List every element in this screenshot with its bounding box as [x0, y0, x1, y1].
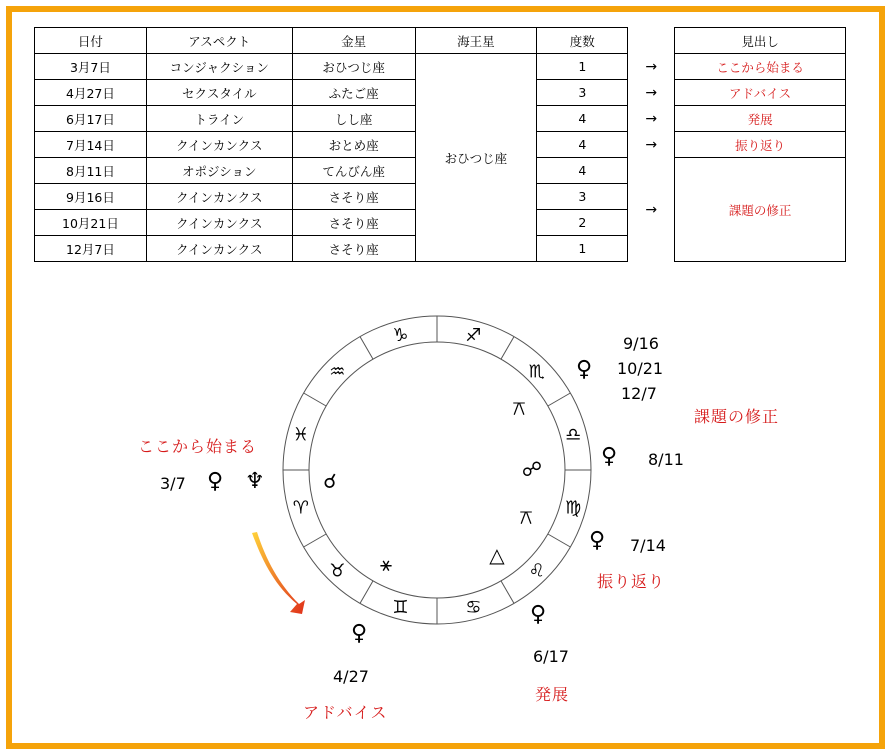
cell-degree: 1 — [537, 54, 628, 80]
cell-date: 8月11日 — [35, 158, 147, 184]
cell-venus: さそり座 — [292, 210, 415, 236]
cell-date: 9月16日 — [35, 184, 147, 210]
cell-venus: おとめ座 — [292, 132, 415, 158]
arrow-icon: → — [645, 201, 658, 218]
quincunx-icon: ⚻ — [519, 505, 533, 529]
cell-venus: ふたご座 — [292, 80, 415, 106]
quincunx-icon: ⚻ — [512, 396, 526, 420]
cell-venus: さそり座 — [292, 236, 415, 262]
cell-headline: 振り返り — [675, 132, 846, 158]
venus-icon: ♀ — [207, 469, 224, 494]
label-review-date: 7/14 — [630, 536, 666, 555]
label-advice-head: アドバイス — [303, 703, 388, 722]
label-opp-date: 8/11 — [648, 450, 684, 469]
cell-venus: てんびん座 — [292, 158, 415, 184]
header-date: 日付 — [35, 28, 147, 54]
virgo-icon: ♍ — [565, 497, 582, 519]
label-advice-date: 4/27 — [333, 667, 369, 686]
sign-divider — [304, 393, 327, 406]
label-fix-date: 12/7 — [621, 384, 657, 403]
header-neptune: 海王星 — [415, 28, 537, 54]
arrow-icon: → — [645, 110, 658, 127]
capricorn-icon: ♑ — [392, 324, 409, 346]
sign-divider — [548, 534, 571, 547]
cell-headline-merged: 課題の修正 — [675, 158, 846, 262]
sign-divider — [501, 581, 514, 604]
cell-degree: 4 — [537, 158, 628, 184]
libra-icon: ♎ — [565, 424, 582, 446]
pisces-icon: ♓ — [292, 424, 309, 446]
venus-icon: ♀ — [589, 528, 606, 553]
arrow-icon: → — [645, 136, 658, 153]
cell-aspect: クインカンクス — [146, 210, 292, 236]
cell-venus: おひつじ座 — [292, 54, 415, 80]
label-review-head: 振り返り — [597, 572, 666, 591]
header-degree: 度数 — [537, 28, 628, 54]
header-venus: 金星 — [292, 28, 415, 54]
cell-venus: さそり座 — [292, 184, 415, 210]
opposition-icon: ☍ — [521, 457, 543, 481]
cell-date: 3月7日 — [35, 54, 147, 80]
venus-icon: ♀ — [530, 602, 547, 627]
label-fix-date: 10/21 — [617, 359, 664, 378]
cell-date: 4月27日 — [35, 80, 147, 106]
sign-divider — [548, 393, 571, 406]
label-fix-date: 9/16 — [623, 334, 659, 353]
venus-icon: ♀ — [351, 621, 368, 646]
arrow-icon: → — [645, 84, 658, 101]
sagittarius-icon: ♐ — [465, 324, 482, 346]
header-headline: 見出し — [675, 28, 846, 54]
cell-date: 6月17日 — [35, 106, 147, 132]
sextile-icon: ⚹ — [380, 552, 392, 576]
label-dev-date: 6/17 — [533, 647, 569, 666]
cell-degree: 3 — [537, 80, 628, 106]
cell-degree: 3 — [537, 184, 628, 210]
cell-degree: 4 — [537, 106, 628, 132]
conjunction-icon: ☌ — [323, 469, 337, 493]
header-aspect: アスペクト — [146, 28, 292, 54]
gemini-icon: ♊ — [392, 597, 409, 619]
motion-arrow-icon — [252, 532, 305, 614]
cell-date: 10月21日 — [35, 210, 147, 236]
venus-icon: ♀ — [601, 444, 618, 469]
arrow-icon: → — [645, 58, 658, 75]
cell-aspect: コンジャクション — [146, 54, 292, 80]
cell-aspect: クインカンクス — [146, 236, 292, 262]
label-dev-head: 発展 — [535, 685, 570, 704]
label-start-head: ここから始まる — [138, 437, 258, 456]
cell-aspect: トライン — [146, 106, 292, 132]
cell-neptune-merged: おひつじ座 — [415, 54, 537, 262]
cell-degree: 1 — [537, 236, 628, 262]
label-fix-head: 課題の修正 — [694, 407, 780, 426]
cell-degree: 4 — [537, 132, 628, 158]
sign-divider — [501, 337, 514, 360]
label-start-date: 3/7 — [160, 474, 186, 493]
sign-divider — [360, 337, 373, 360]
taurus-icon: ♉ — [329, 560, 346, 582]
cell-headline: ここから始まる — [675, 54, 846, 80]
aspect-glyphs — [323, 396, 542, 576]
sign-divider — [360, 581, 373, 604]
scorpio-icon: ♏ — [528, 361, 545, 383]
cell-aspect: セクスタイル — [146, 80, 292, 106]
venus-icon: ♀ — [576, 357, 593, 382]
aquarius-icon: ♒ — [329, 361, 346, 383]
cell-venus: しし座 — [292, 106, 415, 132]
cell-degree: 2 — [537, 210, 628, 236]
sign-divider — [304, 534, 327, 547]
cell-date: 12月7日 — [35, 236, 147, 262]
cell-headline: アドバイス — [675, 80, 846, 106]
cell-aspect: クインカンクス — [146, 184, 292, 210]
cancer-icon: ♋ — [465, 597, 482, 619]
leo-icon: ♌ — [528, 560, 545, 582]
trine-icon: △ — [489, 543, 505, 567]
cell-aspect: クインカンクス — [146, 132, 292, 158]
cell-headline: 発展 — [675, 106, 846, 132]
aries-icon: ♈ — [292, 497, 309, 519]
neptune-icon: ♆ — [245, 469, 265, 494]
cell-aspect: オポジション — [146, 158, 292, 184]
cell-date: 7月14日 — [35, 132, 147, 158]
